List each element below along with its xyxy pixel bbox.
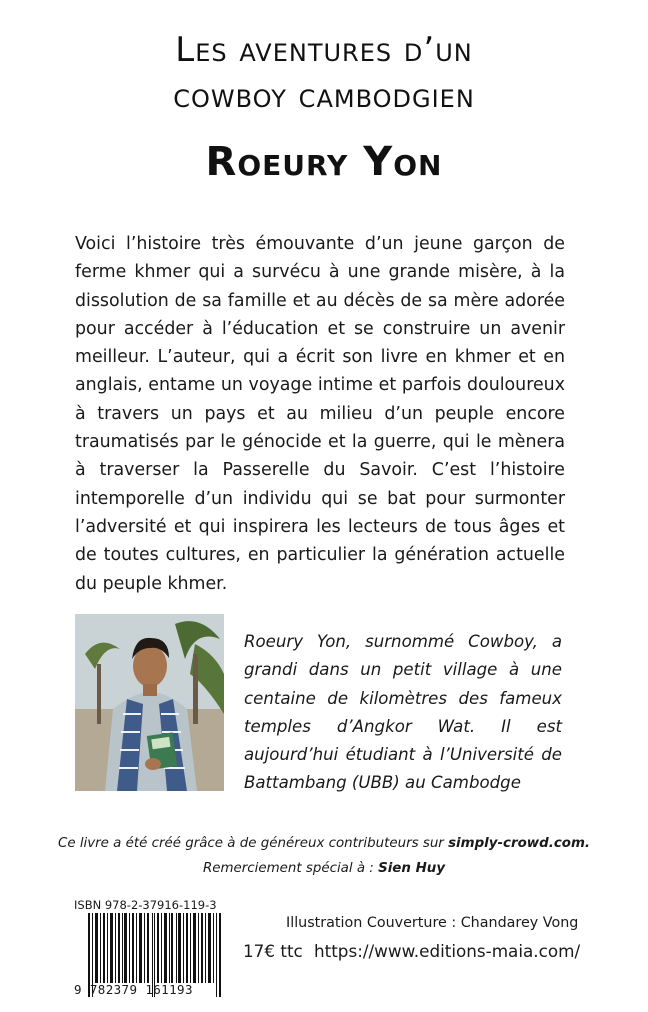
book-title-line-1: Les aventures d’un <box>175 30 473 70</box>
special-thanks <box>0 861 648 876</box>
contributors-credit-text: Ce livre a été créé grâce à de généreux contributeurs sur <box>57 836 449 851</box>
special-thanks-text: Remerciement spécial à : <box>202 861 379 876</box>
special-thanks-name: Sien Huy <box>378 861 446 876</box>
author-biography: Roeury Yon, surnommé Cowboy, a grandi dans un petit village à une centaine de kilomètres des fameux temples d’Angkor Wat. Il est aujourd’hui étudiant à l’Université de Battambang (UBB) au Cambodge <box>244 632 562 793</box>
price: 17€ ttc <box>243 941 303 961</box>
contributors-credit <box>0 836 648 851</box>
author-name: Roeury Yon <box>205 139 443 185</box>
cover-illustration-credit: Illustration Couverture : Chandarey Vong <box>286 915 579 931</box>
crowdfunding-site: simply-crowd.com. <box>448 836 591 851</box>
book-summary: Voici l’histoire très émouvante d’un jeune garçon de ferme khmer qui a survécu à une grande misère, à la dissolution de sa famille et au décès de sa mère adorée pour accéder à l’éducation et se construire un avenir meilleur. L’auteur, qui a écrit son livre en khmer et en anglais, entame un voyage intime et parfois douloureux à travers un pays et au milieu d’un peuple encore traumatisés par le génocide et la guerre, qui le mènera à traverser la Passerelle du Savoir. C’est l’histoire intemporelle d’un individu qui se bat pour surmonter l’adversité et qui inspirera les lecteurs de tous âges et de toutes cultures, en particulier la génération actuelle du peuple khmer. <box>75 234 565 594</box>
book-title-line-2: cowboy cambodgien <box>173 76 475 116</box>
barcode-digits: 9 782379 161193 <box>74 982 193 997</box>
publisher-website: https://www.editions-maia.com/ <box>314 941 581 961</box>
author-photo-illustration <box>75 614 224 791</box>
author-photo <box>75 614 224 791</box>
isbn-label: ISBN 978-2-37916-119-3 <box>74 898 217 912</box>
